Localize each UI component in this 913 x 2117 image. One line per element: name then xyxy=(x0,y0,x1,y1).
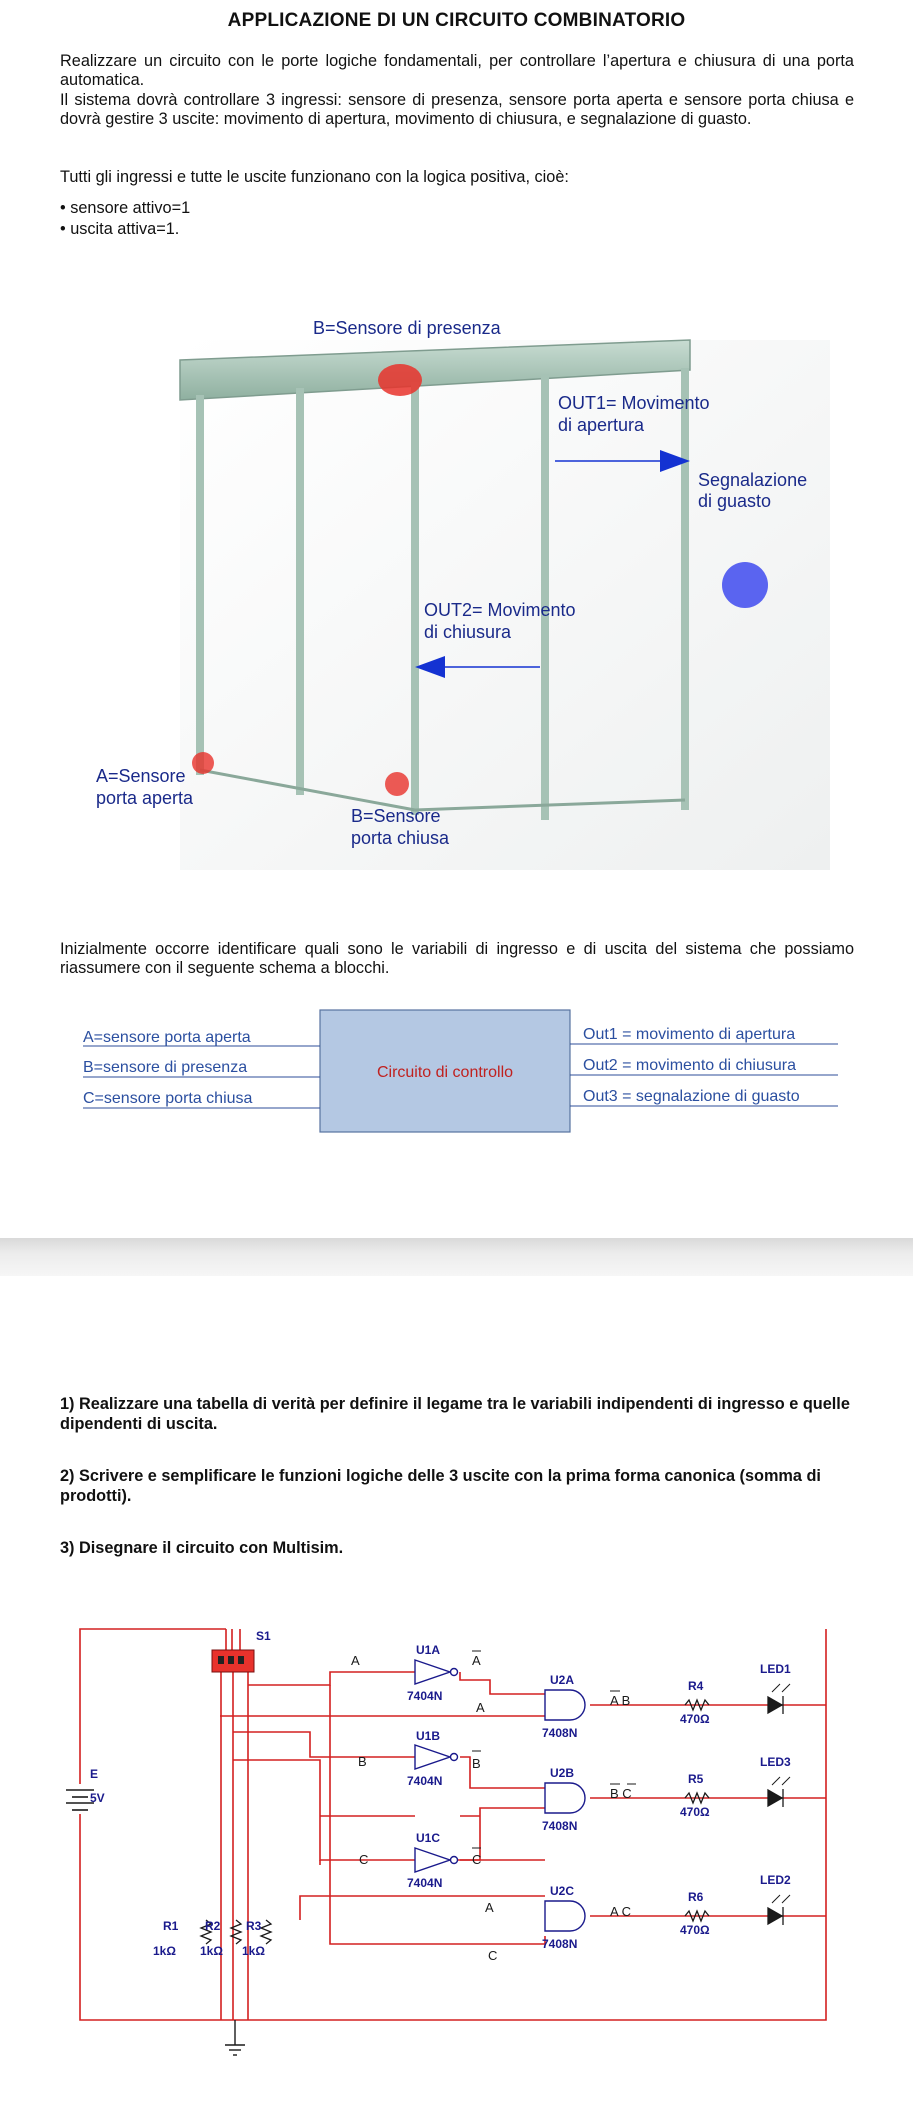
u2c-output-label: A C xyxy=(610,1904,631,1919)
intro-paragraph-3: Tutti gli ingressi e tutte le uscite funzionano con la logica positiva, cioè: xyxy=(60,168,569,186)
door-open-label-line1: A=Sensore xyxy=(96,766,186,786)
r5-name: R5 xyxy=(688,1772,704,1786)
out2-label-line1: OUT2= Movimento xyxy=(424,600,576,620)
led-symbols xyxy=(768,1696,783,1925)
u2b-output-label: B C xyxy=(610,1786,632,1801)
u2c-type: 7408N xyxy=(542,1937,578,1951)
r1-value: 1kΩ xyxy=(153,1944,176,1958)
u1b-input-label: B xyxy=(358,1754,367,1769)
question-2: 2) Scrivere e semplificare le funzioni logiche delle 3 uscite con la prima forma canonica (somma di prodotti). xyxy=(60,1467,821,1505)
bullet-sensor-active: • sensore attivo=1 xyxy=(60,199,191,217)
r6-value: 470Ω xyxy=(680,1923,710,1937)
u2b-type: 7408N xyxy=(542,1819,578,1833)
r6-name: R6 xyxy=(688,1890,704,1904)
question-1: 1) Realizzare una tabella di verità per definire il legame tra le variabili indipendenti di ingresso e quelle dipendenti di uscita. xyxy=(60,1395,850,1433)
out1-label-line1: OUT1= Movimento xyxy=(558,393,710,413)
door-closed-label-line2: porta chiusa xyxy=(351,828,450,848)
u1a-type: 7404N xyxy=(407,1689,443,1703)
r2-value: 1kΩ xyxy=(200,1944,223,1958)
u2c-name: U2C xyxy=(550,1884,575,1898)
input-a-label: A=sensore porta aperta xyxy=(83,1029,251,1046)
r3-name: R3 xyxy=(246,1919,262,1933)
door-closed-label-line1: B=Sensore xyxy=(351,806,441,826)
input-b-label: B=sensore di presenza xyxy=(83,1059,248,1076)
dip-switch-lever-3 xyxy=(238,1656,244,1664)
r5-value: 470Ω xyxy=(680,1805,710,1819)
output-1-label: Out1 = movimento di apertura xyxy=(583,1026,796,1043)
u1b-output-label: B xyxy=(472,1756,481,1771)
u1c-input-label: C xyxy=(359,1852,369,1867)
input-c-label: C=sensore porta chiusa xyxy=(83,1090,253,1107)
fault-indicator xyxy=(722,562,768,608)
door-open-label-line2: porta aperta xyxy=(96,788,194,808)
ground-symbol xyxy=(225,2020,245,2055)
question-3: 3) Disegnare il circuito con Multisim. xyxy=(60,1539,344,1557)
u2b-name: U2B xyxy=(550,1766,575,1780)
r1-name: R1 xyxy=(163,1919,179,1933)
presence-sensor-marker xyxy=(378,364,422,396)
r3-value: 1kΩ xyxy=(242,1944,265,1958)
door-closed-sensor-marker xyxy=(385,772,409,796)
u1a-input-label: A xyxy=(351,1653,360,1668)
u1b-type: 7404N xyxy=(407,1774,443,1788)
r4-name: R4 xyxy=(688,1679,704,1693)
bullet-output-active: • uscita attiva=1. xyxy=(60,220,180,238)
u2a-type: 7408N xyxy=(542,1726,578,1740)
dip-switch-lever-2 xyxy=(228,1656,234,1664)
dip-switch-lever-1 xyxy=(218,1656,224,1664)
u1a-output-label: A xyxy=(472,1653,481,1668)
switch-label: S1 xyxy=(256,1629,271,1643)
source-value: 5V xyxy=(90,1791,105,1805)
u1c-type: 7404N xyxy=(407,1876,443,1890)
multisim-circuit xyxy=(0,1620,913,2117)
out2-label-line2: di chiusura xyxy=(424,622,512,642)
u1b-name: U1B xyxy=(416,1729,441,1743)
u1a-name: U1A xyxy=(416,1643,441,1657)
block-diagram-intro: Inizialmente occorre identificare quali sono le variabili di ingresso e di uscita del sistema che possiamo riassumere con il seguente schema a blocchi. xyxy=(60,940,854,978)
presence-sensor-label: B=Sensore di presenza xyxy=(313,318,501,338)
u2a-name: U2A xyxy=(550,1673,575,1687)
u2a-output-label: A B xyxy=(610,1693,631,1708)
circuit-wires xyxy=(80,1629,826,2020)
page-title: APPLICAZIONE DI UN CIRCUITO COMBINATORIO xyxy=(227,10,686,31)
led1-label: LED1 xyxy=(760,1662,791,1676)
output-2-label: Out2 = movimento di chiusura xyxy=(583,1057,796,1074)
u2c-input-label-c: C xyxy=(488,1948,498,1963)
u2a-input-label: A xyxy=(476,1700,485,1715)
output-3-label: Out3 = segnalazione di guasto xyxy=(583,1088,800,1105)
intro-paragraph-2: Il sistema dovrà controllare 3 ingressi: sensore di presenza, sensore porta aperta e sensore porta chiusa e dovrà gestire 3 uscite: movimento di apertura, movimento di chiusura, e segnalazione di guasto. xyxy=(60,91,854,129)
intro-paragraph-1: Realizzare un circuito con le porte logiche fondamentali, per controllare l’apertura e chiusura di una porta automatica. xyxy=(60,52,854,90)
control-circuit-label: Circuito di controllo xyxy=(376,1064,514,1081)
led2-label: LED2 xyxy=(760,1873,791,1887)
page-separator xyxy=(0,1238,913,1276)
r4-value: 470Ω xyxy=(680,1712,710,1726)
block-diagram xyxy=(0,1000,913,1140)
source-name: E xyxy=(90,1767,99,1781)
u1c-output-label: C xyxy=(472,1852,482,1867)
led3-label: LED3 xyxy=(760,1755,791,1769)
out1-label-line2: di apertura xyxy=(558,415,645,435)
r2-name: R2 xyxy=(205,1919,221,1933)
door-open-sensor-marker xyxy=(192,752,214,774)
fault-label-line1: Segnalazione xyxy=(698,470,808,490)
u1c-name: U1C xyxy=(416,1831,441,1845)
u2c-input-label-a: A xyxy=(485,1900,494,1915)
automatic-door-figure xyxy=(0,300,913,880)
fault-label-line2: di guasto xyxy=(698,491,772,511)
